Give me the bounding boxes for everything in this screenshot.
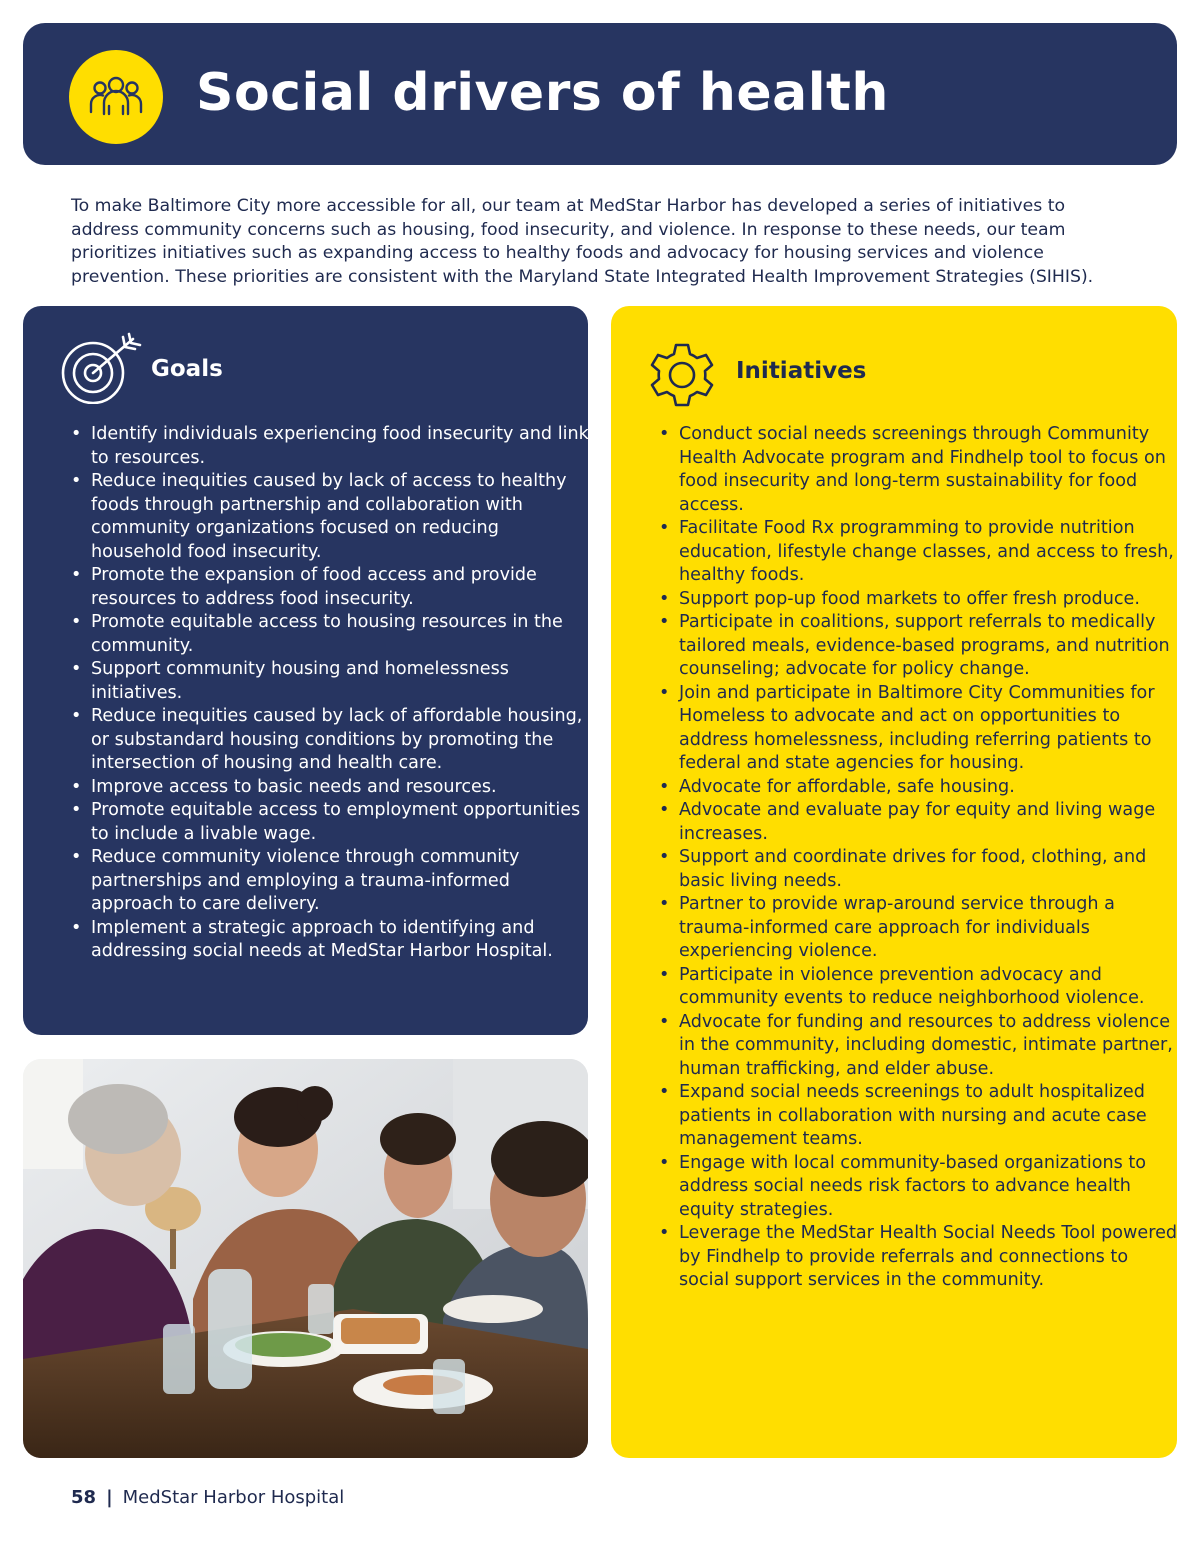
initiative-item: • Facilitate Food Rx programming to provide nutrition education, lifestyle change classes, and access to fresh, healthy foods. [659,517,1179,588]
goal-item: • Reduce inequities caused by lack of affordable housing, or substandard housing conditions by promoting the intersection of housing and health care. [71,705,591,776]
initiative-item: • Expand social needs screenings to adult hospitalized patients in collaboration with nursing and acute case management teams. [659,1081,1179,1152]
initiative-item: • Advocate and evaluate pay for equity and living wage increases. [659,799,1179,846]
goal-item: • Reduce community violence through community partnerships and employing a trauma-informed approach to care delivery. [71,846,591,917]
footer-separator: | [106,1487,113,1508]
target-arrow-icon [59,332,157,404]
goals-list [71,423,591,964]
initiative-item: • Partner to provide wrap-around service through a trauma-informed care approach for individuals experiencing violence. [659,893,1179,964]
family-dinner-photo [23,1059,588,1458]
page-footer [71,1486,344,1510]
people-group-icon [69,50,163,144]
initiative-item: • Participate in violence prevention advocacy and community events to reduce neighborhood violence. [659,964,1179,1011]
initiative-item: • Support pop-up food markets to offer fresh produce. [659,588,1179,612]
initiative-item: • Participate in coalitions, support referrals to medically tailored meals, evidence-based programs, and nutrition counseling; advocate for policy change. [659,611,1179,682]
initiatives-heading: Initiatives [736,358,867,384]
gear-icon [644,334,720,410]
goal-item: • Support community housing and homelessness initiatives. [71,658,591,705]
goal-item: • Promote equitable access to employment opportunities to include a livable wage. [71,799,591,846]
initiative-item: • Join and participate in Baltimore City Communities for Homeless to advocate and act on opportunities to address homelessness, including referring patients to federal and state agencies for housing. [659,682,1179,776]
initiative-item: • Advocate for funding and resources to address violence in the community, including domestic, intimate partner, human trafficking, and elder abuse. [659,1011,1179,1082]
initiative-item: • Advocate for affordable, safe housing. [659,776,1179,800]
initiatives-list [659,423,1179,1293]
page-number: 58 [71,1487,97,1508]
goals-panel [23,306,588,1035]
goal-item: • Reduce inequities caused by lack of access to healthy foods through partnership and collaboration with community organizations focused on reducing household food insecurity. [71,470,591,564]
initiatives-panel [611,306,1177,1458]
initiative-item: • Engage with local community-based organizations to address social needs risk factors to advance health equity strategies. [659,1152,1179,1223]
goal-item: • Implement a strategic approach to identifying and addressing social needs at MedStar Harbor Hospital. [71,917,591,964]
goal-item: • Improve access to basic needs and resources. [71,776,591,800]
goal-item: • Promote equitable access to housing resources in the community. [71,611,591,658]
page-header [23,23,1177,165]
goal-item: • Identify individuals experiencing food insecurity and link to resources. [71,423,591,470]
page-title: Social drivers of health [196,63,889,123]
initiative-item: • Support and coordinate drives for food, clothing, and basic living needs. [659,846,1179,893]
goal-item: • Promote the expansion of food access and provide resources to address food insecurity. [71,564,591,611]
footer-hospital-name: MedStar Harbor Hospital [122,1487,345,1508]
goals-heading: Goals [151,356,223,382]
intro-paragraph: To make Baltimore City more accessible for all, our team at MedStar Harbor has developed a series of initiatives to address community concerns such as housing, food insecurity, and violence. In response to these needs, our team prioritizes initiatives such as expanding access to healthy foods and advocacy for housing services and violence prevention. These priorities are consistent with the Maryland State Integrated Health Improvement Strategies (SIHIS). [71,196,1094,287]
initiative-item: • Conduct social needs screenings through Community Health Advocate program and Findhelp tool to focus on food insecurity and long-term sustainability for food access. [659,423,1179,517]
initiative-item: • Leverage the MedStar Health Social Needs Tool powered by Findhelp to provide referrals and connections to social support services in the community. [659,1222,1179,1293]
